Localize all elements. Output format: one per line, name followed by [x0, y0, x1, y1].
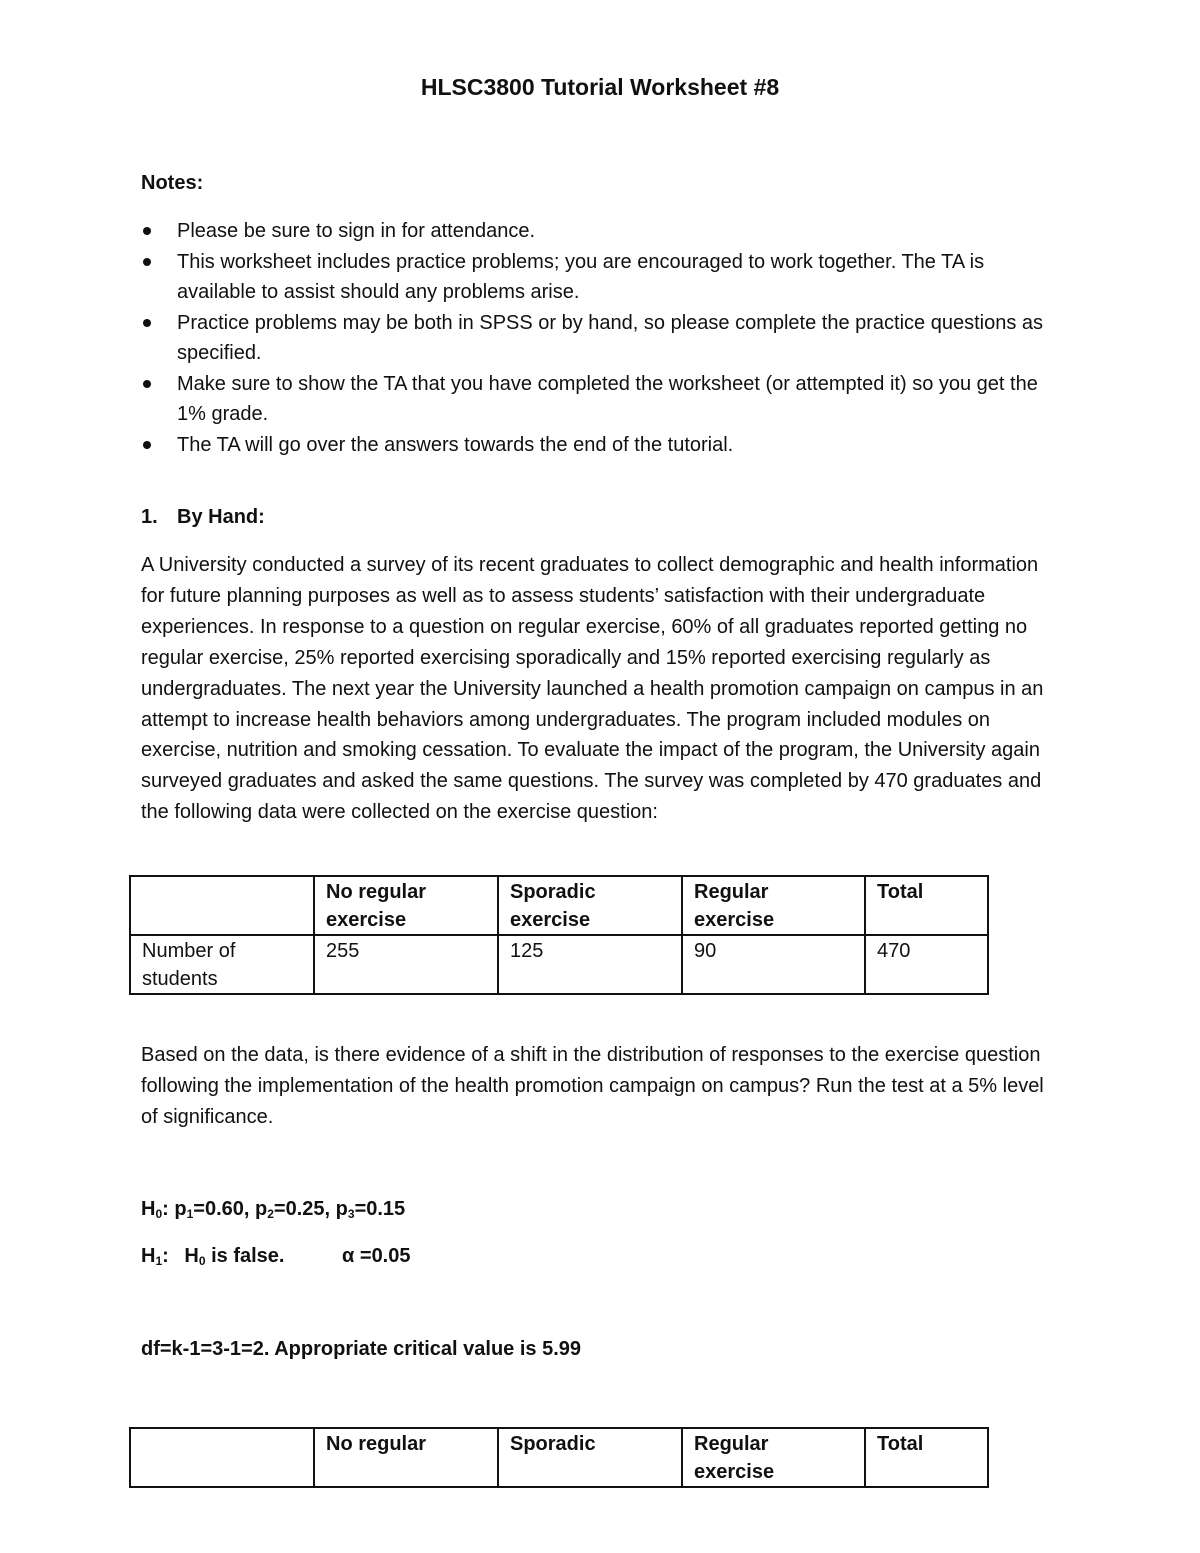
h0-symbol: H	[141, 1198, 156, 1220]
p1-symbol: p	[174, 1198, 187, 1220]
table-header-cell: No regular exercise	[314, 876, 498, 935]
table-header-row	[130, 1428, 988, 1487]
table-row	[130, 935, 988, 994]
p2-value: =0.25,	[273, 1198, 331, 1220]
notes-list	[141, 216, 1061, 460]
table-row-label: Number of students	[130, 935, 314, 994]
table-header-cell: Sporadic exercise	[498, 876, 682, 935]
null-hypothesis	[141, 1198, 405, 1221]
h1-ref-subscript: 0	[198, 1254, 206, 1268]
p2-symbol: p	[255, 1198, 268, 1220]
degrees-of-freedom: df=k-1=3-1=2. Appropriate critical value is 5.99	[141, 1338, 582, 1360]
list-item: Please be sure to sign in for attendance.	[141, 216, 1061, 247]
expected-table	[129, 1427, 989, 1488]
h0-colon: :	[162, 1198, 169, 1220]
h1-text: is false.	[211, 1245, 285, 1267]
h1-symbol: H	[141, 1245, 156, 1267]
table-header-cell	[130, 876, 314, 935]
page-title: HLSC3800 Tutorial Worksheet #8	[420, 74, 780, 100]
table-cell: 90	[682, 935, 865, 994]
question-1-heading	[141, 506, 265, 529]
list-item: This worksheet includes practice problems; you are encouraged to work together. The TA is available to assist should any problems arise.	[141, 247, 1061, 308]
p3-subscript: 3	[347, 1207, 355, 1221]
list-item: Practice problems may be both in SPSS or by hand, so please complete the practice questions as specified.	[141, 308, 1061, 369]
table-header-cell: Regular exercise	[682, 1428, 865, 1487]
p3-value: =0.15	[354, 1198, 406, 1220]
question-body: A University conducted a survey of its recent graduates to collect demographic and health information for future planning purposes as well as to assess students’ satisfaction with their undergraduate experiences. In response to a question on regular exercise, 60% of all graduates reported getting no regular exercise, 25% reported exercising sporadically and 15% reported exercising regularly as undergraduates. The next year the University launched a health promotion campaign on campus in an attempt to increase health behaviors among undergraduates. The program included modules on exercise, nutrition and smoking cessation. To evaluate the impact of the program, the University again surveyed graduates and asked the same questions. The survey was completed by 470 graduates and the following data were collected on the exercise question:	[141, 554, 1044, 824]
notes-heading: Notes:	[141, 172, 204, 194]
h0-subscript: 0	[155, 1207, 163, 1221]
list-item: The TA will go over the answers towards the end of the tutorial.	[141, 430, 1061, 461]
table-cell: 255	[314, 935, 498, 994]
p3-symbol: p	[335, 1198, 348, 1220]
exercise-data-table	[129, 875, 989, 995]
table-header-cell: Sporadic	[498, 1428, 682, 1487]
h1-ref-symbol: H	[184, 1245, 199, 1267]
list-item: Make sure to show the TA that you have completed the worksheet (or attempted it) so you get the 1% grade.	[141, 369, 1061, 430]
table-header-cell	[130, 1428, 314, 1487]
h1-subscript: 1	[155, 1254, 163, 1268]
table-cell: 470	[865, 935, 988, 994]
p2-subscript: 2	[267, 1207, 274, 1221]
p1-subscript: 1	[186, 1207, 194, 1221]
table-header-cell: Total	[865, 876, 988, 935]
table-header-row	[130, 876, 988, 935]
table-header-cell: Total	[865, 1428, 988, 1487]
table-header-cell: No regular	[314, 1428, 498, 1487]
table-cell: 125	[498, 935, 682, 994]
p1-value: =0.60,	[193, 1198, 250, 1220]
alternative-hypothesis	[141, 1245, 411, 1268]
alpha-level: α =0.05	[342, 1245, 411, 1267]
table-header-cell: Regular exercise	[682, 876, 865, 935]
question-number: 1.	[141, 506, 158, 528]
h1-colon: :	[162, 1245, 169, 1267]
question-title: By Hand:	[177, 506, 265, 528]
question-prompt: Based on the data, is there evidence of a shift in the distribution of responses to the exercise question following the implementation of the health promotion campaign on campus? Run the test at a 5% level of significance.	[141, 1044, 1044, 1128]
